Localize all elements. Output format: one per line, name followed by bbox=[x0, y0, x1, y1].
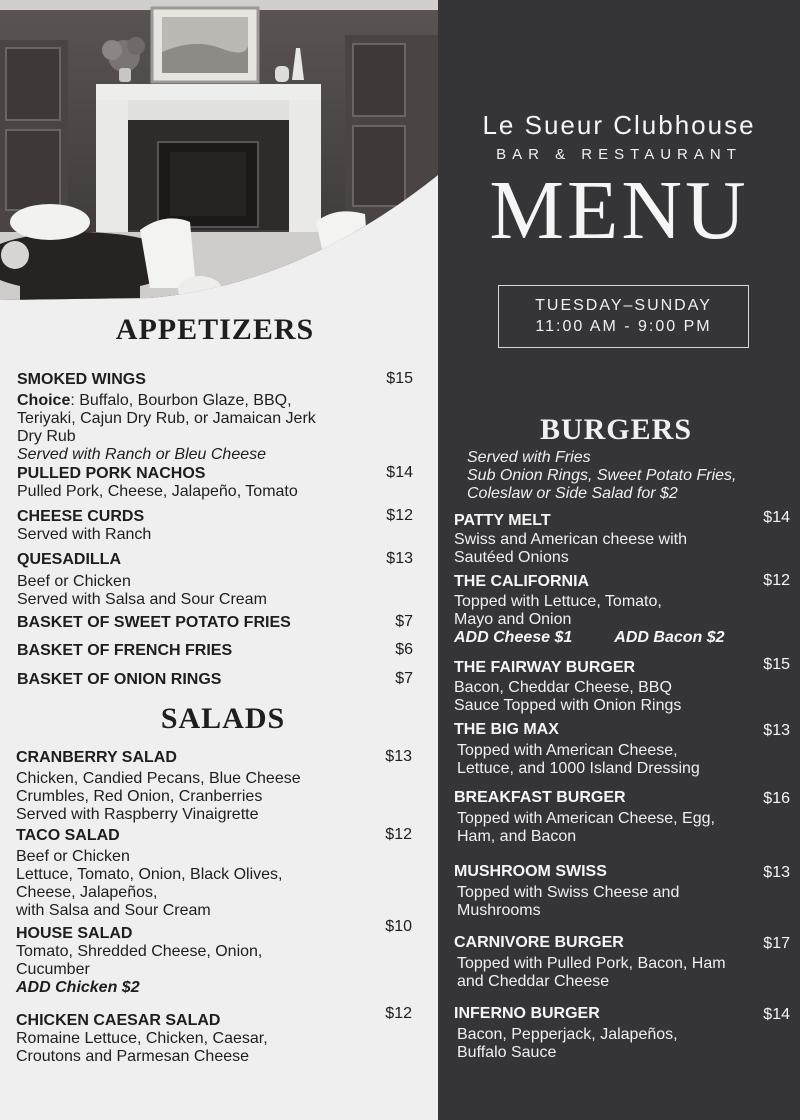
menu-item bbox=[17, 550, 413, 609]
item-description: Mayo and Onion bbox=[454, 611, 572, 628]
menu-item bbox=[17, 464, 413, 501]
item-description: Pulled Pork, Cheese, Jalapeño, Tomato bbox=[17, 483, 298, 500]
menu-item bbox=[454, 720, 790, 778]
item-description: Served with Ranch bbox=[17, 526, 152, 543]
item-description: Mushrooms bbox=[457, 902, 541, 919]
menu-item bbox=[17, 507, 413, 544]
item-name: CRANBERRY SALAD bbox=[16, 749, 177, 766]
item-name: BASKET OF SWEET POTATO FRIES bbox=[17, 614, 291, 631]
item-description: Lettuce, Tomato, Onion, Black Olives, bbox=[16, 866, 283, 883]
salads-title: SALADS bbox=[160, 702, 286, 735]
item-name: CHEESE CURDS bbox=[17, 508, 145, 525]
menu-item bbox=[454, 1004, 790, 1062]
item-description: Bacon, Pepperjack, Jalapeños, bbox=[457, 1026, 678, 1043]
restaurant-subtitle: BAR & RESTAURANT bbox=[496, 146, 742, 163]
item-addons: ADD Cheese $1 ADD Bacon $2 bbox=[454, 629, 725, 646]
menu-item bbox=[17, 670, 413, 689]
menu-item bbox=[16, 748, 412, 824]
item-price: $12 bbox=[385, 1005, 412, 1022]
burgers-title: BURGERS bbox=[539, 413, 693, 446]
item-description: Served with Salsa and Sour Cream bbox=[17, 591, 267, 608]
item-price: $14 bbox=[763, 509, 790, 526]
item-price: $16 bbox=[763, 790, 790, 807]
item-price: $7 bbox=[395, 670, 413, 687]
hours-days: TUESDAY–SUNDAY bbox=[535, 297, 712, 314]
item-name: QUESADILLA bbox=[17, 551, 121, 568]
item-price: $14 bbox=[763, 1006, 790, 1023]
item-description: Topped with Lettuce, Tomato, bbox=[454, 593, 662, 610]
item-description: Cucumber bbox=[16, 961, 90, 978]
item-description: Swiss and American cheese with bbox=[454, 531, 687, 548]
item-name: THE CALIFORNIA bbox=[454, 573, 590, 590]
item-description: Lettuce, and 1000 Island Dressing bbox=[457, 760, 700, 777]
item-description: Topped with Pulled Pork, Bacon, Ham bbox=[457, 955, 726, 972]
item-description: with Salsa and Sour Cream bbox=[16, 902, 211, 919]
item-description: Beef or Chicken bbox=[17, 573, 131, 590]
restaurant-name: Le Sueur Clubhouse bbox=[482, 110, 756, 140]
item-name: INFERNO BURGER bbox=[454, 1005, 600, 1022]
item-description: Cheese, Jalapeños, bbox=[16, 884, 158, 901]
item-name: THE BIG MAX bbox=[454, 721, 559, 738]
menu-item bbox=[454, 788, 790, 846]
item-description: Ham, and Bacon bbox=[457, 828, 577, 845]
item-name: CHICKEN CAESAR SALAD bbox=[16, 1012, 221, 1029]
hours-times: 11:00 AM - 9:00 PM bbox=[535, 318, 712, 335]
appetizers-title: APPETIZERS bbox=[115, 313, 315, 346]
item-price: $15 bbox=[763, 656, 790, 673]
menu-item bbox=[16, 1005, 412, 1066]
item-price: $13 bbox=[386, 550, 413, 567]
item-description: and Cheddar Cheese bbox=[457, 973, 610, 990]
item-price: $7 bbox=[395, 613, 413, 630]
item-price: $13 bbox=[763, 864, 790, 881]
menu-item bbox=[17, 613, 413, 632]
item-name: SMOKED WINGS bbox=[17, 371, 146, 388]
menu-item bbox=[454, 658, 790, 715]
right-panel bbox=[438, 0, 800, 1120]
item-description: Topped with American Cheese, bbox=[457, 742, 678, 759]
menu-item bbox=[454, 862, 790, 920]
item-addon: ADD Chicken $2 bbox=[16, 979, 140, 996]
item-description: Crumbles, Red Onion, Cranberries bbox=[16, 788, 263, 805]
item-description: Buffalo Sauce bbox=[457, 1044, 557, 1061]
item-price: $10 bbox=[385, 918, 412, 935]
menu-item bbox=[17, 641, 413, 660]
item-price: $12 bbox=[385, 826, 412, 843]
item-price: $13 bbox=[763, 722, 790, 739]
menu-item bbox=[454, 572, 790, 647]
item-description: Tomato, Shredded Cheese, Onion, bbox=[16, 943, 263, 960]
item-price: $13 bbox=[385, 748, 412, 765]
item-price: $15 bbox=[386, 370, 413, 387]
menu-title: MENU bbox=[489, 164, 749, 257]
item-description: Bacon, Cheddar Cheese, BBQ bbox=[454, 679, 672, 696]
item-note: Served with Ranch or Bleu Cheese bbox=[17, 446, 267, 463]
menu-item bbox=[16, 826, 412, 920]
item-name: PATTY MELT bbox=[454, 512, 551, 529]
item-description: Chicken, Candied Pecans, Blue Cheese bbox=[16, 770, 301, 787]
item-name: BASKET OF FRENCH FRIES bbox=[17, 642, 233, 659]
item-price: $12 bbox=[763, 572, 790, 589]
item-description: Topped with American Cheese, Egg, bbox=[457, 810, 715, 827]
item-name: BREAKFAST BURGER bbox=[454, 789, 626, 806]
item-name: BASKET OF ONION RINGS bbox=[17, 671, 222, 688]
hours-box bbox=[498, 285, 749, 348]
item-description: Served with Raspberry Vinaigrette bbox=[16, 806, 259, 823]
item-description: Choice: Buffalo, Bourbon Glaze, BBQ, Teriyaki, Cajun Dry Rub, or Jamaican Jerk Dry Rub bbox=[17, 392, 316, 445]
menu-item bbox=[17, 370, 413, 464]
menu-item bbox=[454, 933, 790, 991]
item-name: TACO SALAD bbox=[16, 827, 120, 844]
item-price: $6 bbox=[395, 641, 413, 658]
burgers-note: Served with Fries Sub Onion Rings, Sweet Potato Fries, Coleslaw or Side Salad for $2 bbox=[467, 449, 737, 502]
item-description: Romaine Lettuce, Chicken, Caesar, bbox=[16, 1030, 268, 1047]
item-price: $14 bbox=[386, 464, 413, 481]
item-name: MUSHROOM SWISS bbox=[454, 863, 607, 880]
item-description: Sautéed Onions bbox=[454, 549, 569, 566]
item-name: CARNIVORE BURGER bbox=[454, 934, 624, 951]
item-name: THE FAIRWAY BURGER bbox=[454, 659, 636, 676]
item-name: PULLED PORK NACHOS bbox=[17, 465, 206, 482]
item-price: $17 bbox=[763, 935, 790, 952]
item-name: HOUSE SALAD bbox=[16, 925, 133, 942]
item-description: Beef or Chicken bbox=[16, 848, 130, 865]
fireplace-photo bbox=[0, 0, 438, 300]
menu-item bbox=[454, 511, 790, 567]
item-description: Sauce Topped with Onion Rings bbox=[454, 697, 682, 714]
item-description: Topped with Swiss Cheese and bbox=[457, 884, 680, 901]
item-price: $12 bbox=[386, 507, 413, 524]
item-description: Croutons and Parmesan Cheese bbox=[16, 1048, 250, 1065]
menu-item bbox=[16, 918, 412, 997]
